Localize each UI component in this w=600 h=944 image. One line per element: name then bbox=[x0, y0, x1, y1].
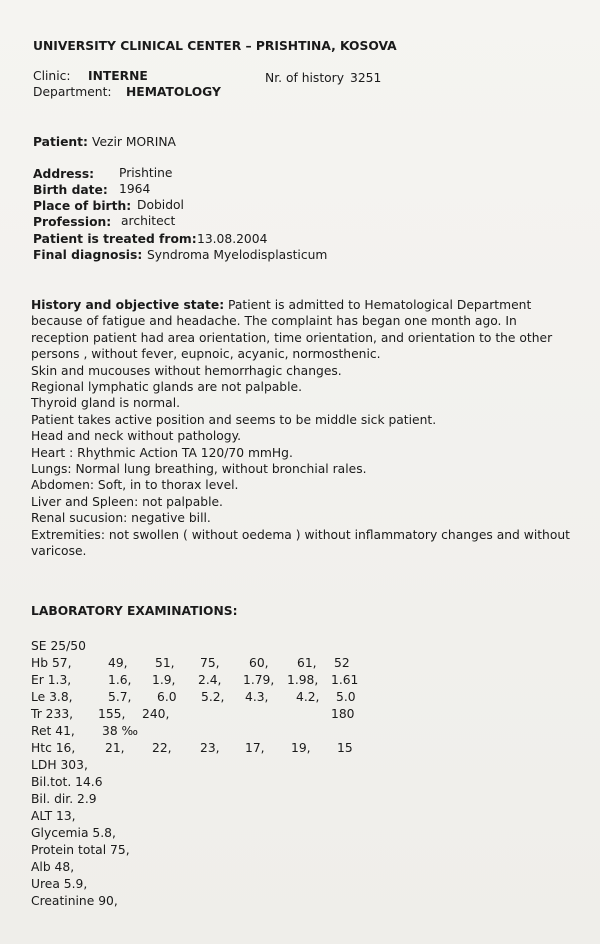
lab-er-value: 1.98, bbox=[287, 673, 319, 687]
birth-place-value: Dobidol bbox=[137, 198, 184, 212]
lab-hb-value: 49, bbox=[108, 656, 128, 670]
lab-tr-value: 155, bbox=[98, 707, 126, 721]
history-line: Thyroid gland is normal. bbox=[31, 396, 181, 411]
lab-tr-value: 180 bbox=[331, 707, 355, 721]
lab-result: Glycemia 5.8, bbox=[31, 826, 116, 840]
history-line: Renal sucusion: negative bill. bbox=[31, 511, 211, 526]
lab-er-label: Er 1.3, bbox=[31, 673, 72, 687]
lab-result: Creatinine 90, bbox=[31, 894, 118, 908]
lab-er-value: 1.61 bbox=[331, 673, 359, 687]
history-heading: History and objective state: bbox=[31, 298, 225, 312]
history-line: persons , without fever, eupnoic, acyanic, normosthenic. bbox=[31, 347, 381, 362]
address-label: Address: bbox=[33, 167, 95, 181]
birth-date-value: 1964 bbox=[119, 182, 151, 196]
history-number-label: Nr. of history bbox=[265, 71, 344, 85]
lab-le-value: 5.2, bbox=[201, 690, 225, 704]
lab-result: Protein total 75, bbox=[31, 843, 130, 857]
institution-title: UNIVERSITY CLINICAL CENTER – PRISHTINA, KOSOVA bbox=[33, 39, 397, 53]
patient-label: Patient: bbox=[33, 135, 88, 149]
profession-value: architect bbox=[121, 214, 176, 228]
lab-hb-value: 51, bbox=[155, 656, 175, 670]
lab-result: Bil. dir. 2.9 bbox=[31, 792, 97, 806]
lab-er-value: 2.4, bbox=[198, 673, 222, 687]
address-value: Prishtine bbox=[119, 166, 173, 180]
history-number-value: 3251 bbox=[350, 71, 382, 85]
history-line: Heart : Rhythmic Action TA 120/70 mmHg. bbox=[31, 445, 293, 460]
lab-hb-label: Hb 57, bbox=[31, 656, 72, 670]
history-section bbox=[31, 297, 570, 560]
lab-htc-value: 19, bbox=[291, 741, 311, 755]
lab-le-value: 5.0 bbox=[336, 690, 356, 704]
profession-label: Profession: bbox=[33, 215, 112, 229]
history-line: because of fatigue and headache. The complaint has began one month ago. In bbox=[31, 314, 517, 329]
lab-er-value: 1.6, bbox=[108, 673, 132, 687]
lab-hb-value: 60, bbox=[249, 656, 269, 670]
history-line: reception patient had area orientation, time orientation, and orientation to the other bbox=[31, 330, 553, 345]
treated-from-value: 13.08.2004 bbox=[197, 232, 268, 246]
lab-result: Alb 48, bbox=[31, 860, 75, 874]
birth-place-label: Place of birth: bbox=[33, 199, 132, 213]
patient-name: Vezir MORINA bbox=[92, 135, 176, 149]
lab-le-value: 5.7, bbox=[108, 690, 132, 704]
diagnosis-label: Final diagnosis: bbox=[33, 248, 143, 262]
history-line: Head and neck without pathology. bbox=[31, 429, 242, 444]
lab-result: Bil.tot. 14.6 bbox=[31, 775, 103, 789]
history-line: Abdomen: Soft, in to thorax level. bbox=[31, 478, 239, 493]
history-line bbox=[31, 297, 570, 313]
lab-heading: LABORATORY EXAMINATIONS: bbox=[31, 604, 238, 618]
lab-htc-label: Htc 16, bbox=[31, 741, 76, 755]
diagnosis-value: Syndroma Myelodisplasticum bbox=[147, 248, 328, 262]
department-label: Department: bbox=[33, 85, 112, 99]
lab-result: ALT 13, bbox=[31, 809, 76, 823]
lab-le-label: Le 3.8, bbox=[31, 690, 73, 704]
history-line: Skin and mucouses without hemorrhagic changes. bbox=[31, 363, 342, 378]
department-value: HEMATOLOGY bbox=[126, 85, 221, 99]
lab-htc-value: 15 bbox=[337, 741, 353, 755]
clinic-value: INTERNE bbox=[88, 69, 148, 83]
lab-er-value: 1.79, bbox=[243, 673, 275, 687]
lab-se: SE 25/50 bbox=[31, 639, 86, 653]
lab-ret-label: Ret 41, bbox=[31, 724, 75, 738]
lab-hb-value: 61, bbox=[297, 656, 317, 670]
history-first-line: Patient is admitted to Hematological Department bbox=[228, 298, 532, 312]
lab-le-value: 6.0 bbox=[157, 690, 177, 704]
lab-er-value: 1.9, bbox=[152, 673, 176, 687]
history-line: Extremities: not swollen ( without oedema ) without inflammatory changes and without bbox=[31, 527, 570, 542]
history-line: Patient takes active position and seems to be middle sick patient. bbox=[31, 412, 437, 427]
lab-htc-value: 21, bbox=[105, 741, 125, 755]
lab-htc-value: 23, bbox=[200, 741, 220, 755]
lab-result: LDH 303, bbox=[31, 758, 88, 772]
treated-from-label: Patient is treated from: bbox=[33, 232, 197, 246]
history-line: varicose. bbox=[31, 544, 87, 559]
history-line: Lungs: Normal lung breathing, without bronchial rales. bbox=[31, 462, 367, 477]
lab-htc-value: 17, bbox=[245, 741, 265, 755]
lab-tr-value: 240, bbox=[142, 707, 170, 721]
birth-date-label: Birth date: bbox=[33, 183, 108, 197]
lab-result: Urea 5.9, bbox=[31, 877, 88, 891]
clinic-label: Clinic: bbox=[33, 69, 71, 83]
lab-le-value: 4.3, bbox=[245, 690, 269, 704]
lab-le-value: 4.2, bbox=[296, 690, 320, 704]
history-line: Liver and Spleen: not palpable. bbox=[31, 494, 223, 509]
history-line: Regional lymphatic glands are not palpable. bbox=[31, 380, 302, 395]
lab-tr-label: Tr 233, bbox=[31, 707, 74, 721]
lab-hb-value: 52 bbox=[334, 656, 350, 670]
lab-hb-value: 75, bbox=[200, 656, 220, 670]
lab-htc-value: 22, bbox=[152, 741, 172, 755]
lab-ret-value: 38 ‰ bbox=[102, 724, 139, 738]
